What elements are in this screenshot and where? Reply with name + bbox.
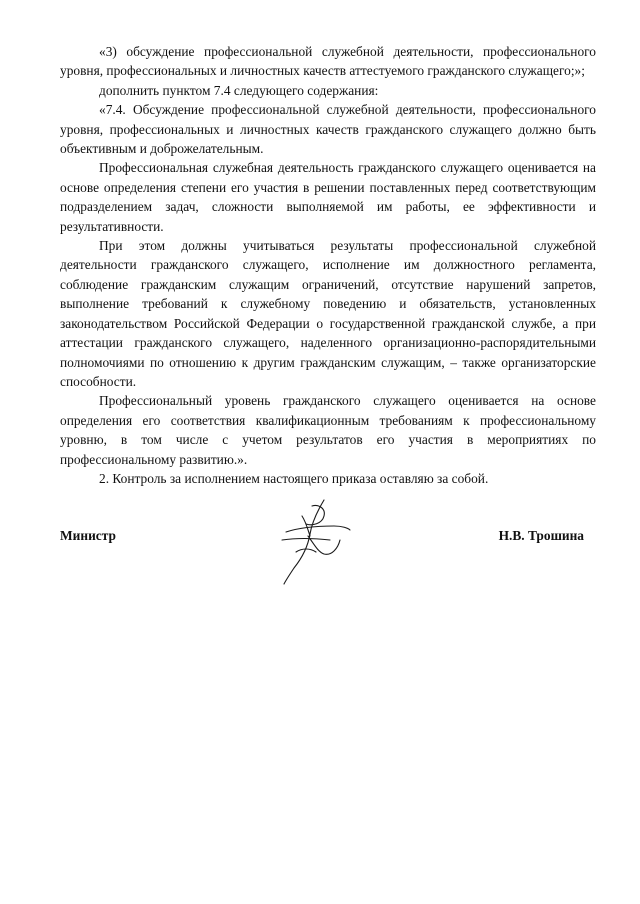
signatory-title: Министр bbox=[60, 528, 116, 543]
paragraph-control: 2. Контроль за исполнением настоящего приказа оставляю за собой. bbox=[99, 470, 489, 486]
paragraph-activity-evaluation: Профессиональная служебная деятельность гражданского служащего оценивается на основе определения степени его участия в решении поставленных перед соответствующим подразделением задач, сложности выполняемой им работы, ее эффективности и результативности. bbox=[60, 160, 596, 234]
paragraph-considerations: При этом должны учитываться результаты профессиональной служебной деятельности гражданского служащего, исполнение им должностного регламента, соблюдение гражданским служащим ограничений, отсутствие нарушений запретов, выполнение требований к служебному поведению и обязательств, установленных законодательством Российской Федерации о государственной гражданской службе, а при аттестации гражданского служащего, наделенного организационно-распорядительными полномочиями по отношению к другим гражданским служащим, – также организаторские способности. bbox=[60, 238, 596, 389]
document-body bbox=[60, 42, 596, 488]
paragraph-point-7-4: «7.4. Обсуждение профессиональной служебной деятельности, профессионального уровня, профессиональных и личностных качеств гражданского служащего должно быть объективным и доброжелательным. bbox=[60, 102, 596, 157]
paragraph-add-point: дополнить пунктом 7.4 следующего содержания: bbox=[99, 82, 379, 98]
signature-block bbox=[60, 528, 596, 548]
signatory-name: Н.В. Трошина bbox=[498, 528, 584, 543]
paragraph-item-3: «3) обсуждение профессиональной служебной деятельности, профессионального уровня, профессиональных и личностных качеств аттестуемого гражданского служащего;»; bbox=[60, 44, 596, 79]
paragraph-professional-level: Профессиональный уровень гражданского служащего оценивается на основе определения его соответствия квалификационным требованиям к профессиональному уровню, в том числе с учетом результатов его участия в мероприятиях по профессиональному развитию.». bbox=[60, 393, 596, 467]
